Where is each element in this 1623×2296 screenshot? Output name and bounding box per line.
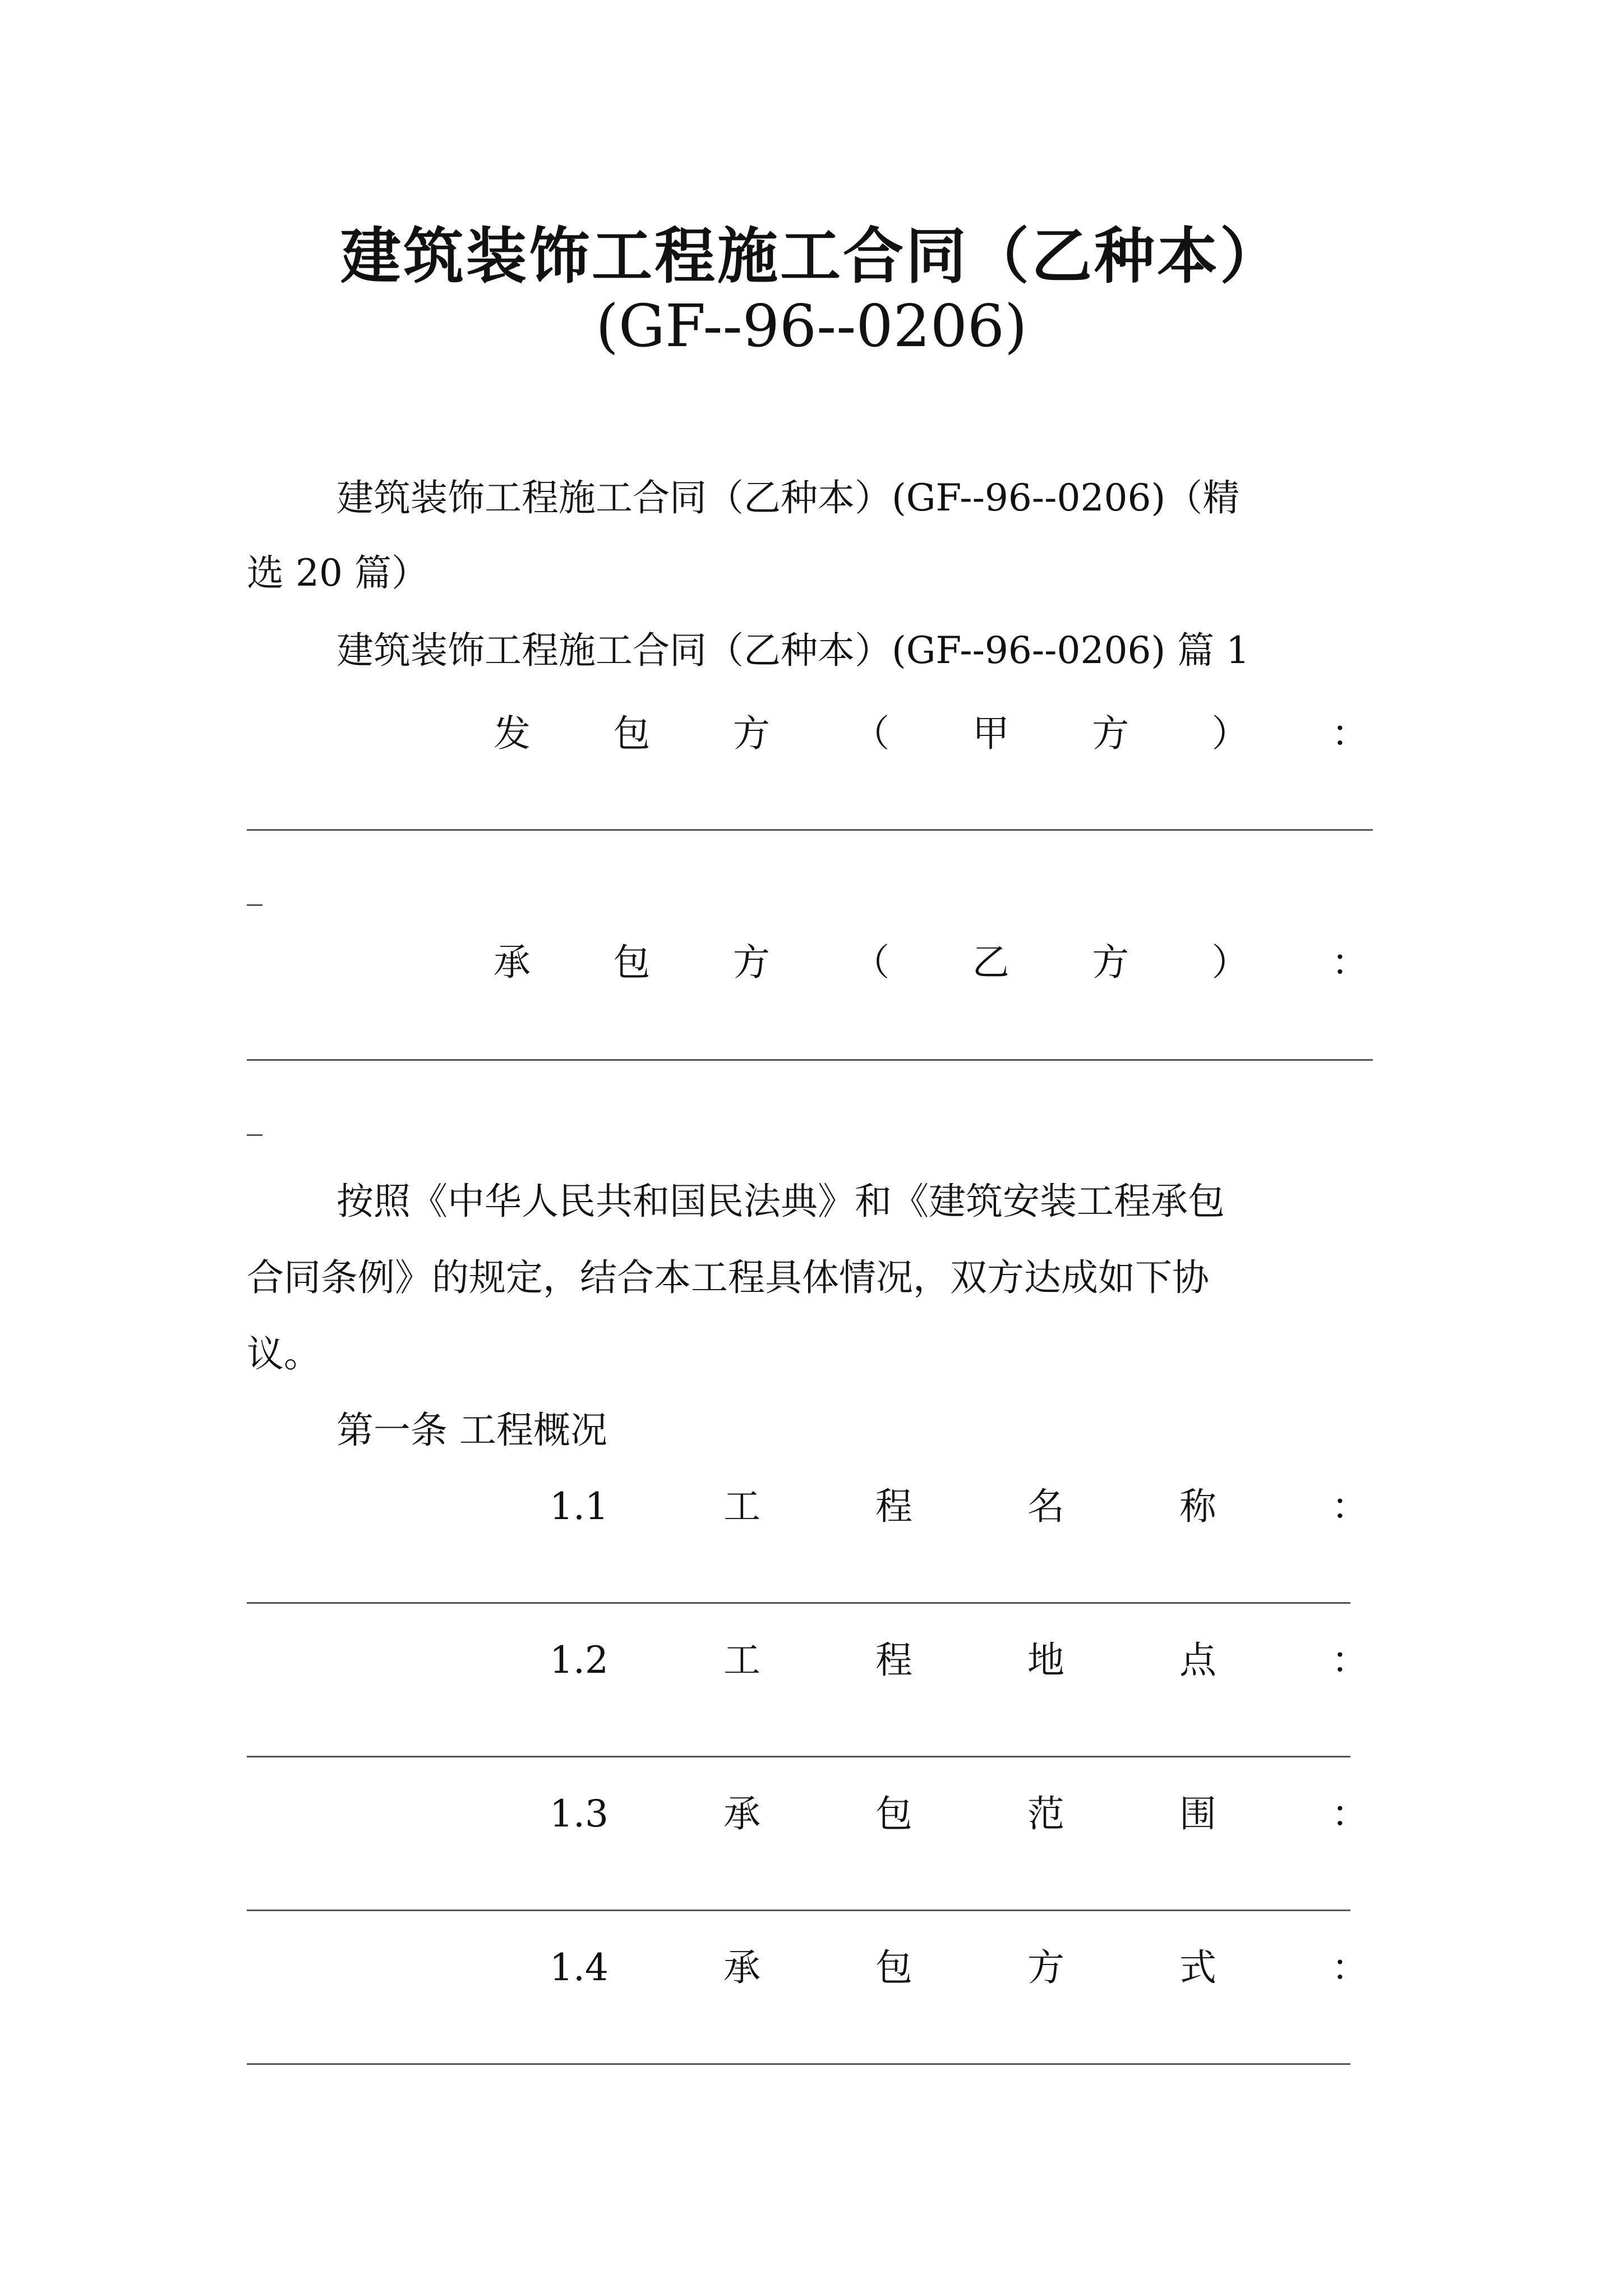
party-b-char: 方	[732, 941, 770, 984]
item-1-2-fill-line[interactable]	[247, 1756, 1350, 1757]
item-number: 1.1	[550, 1485, 608, 1528]
item-char: 承	[723, 1946, 760, 1989]
party-a-label	[494, 706, 1368, 762]
party-a-char: 方	[732, 712, 770, 755]
item-char: 围	[1179, 1792, 1216, 1835]
agreement-line-1: 按照《中华人民共和国民法典》和《建筑安装工程承包	[336, 1180, 1225, 1223]
party-b-char: 方	[1092, 941, 1129, 984]
party-a-char: 发	[494, 712, 531, 755]
item-1-3-label	[550, 1786, 1368, 1842]
document-code: (GF--96--0206)	[596, 292, 1027, 360]
item-char: 名	[1027, 1485, 1064, 1528]
item-char: ：	[1331, 1485, 1368, 1528]
item-char: 范	[1027, 1792, 1064, 1835]
item-char: 承	[723, 1792, 760, 1835]
party-a-char: 甲	[972, 712, 1009, 755]
item-char: 方	[1027, 1946, 1064, 1989]
party-b-char: 包	[613, 941, 651, 984]
item-char: ：	[1331, 1639, 1368, 1682]
intro-line-1: 建筑装饰工程施工合同（乙种本）(GF--96--0206)（精	[336, 476, 1240, 519]
item-char: 包	[875, 1946, 912, 1989]
item-number: 1.3	[550, 1792, 608, 1835]
party-a-char: 包	[613, 712, 651, 755]
party-b-char: 承	[494, 941, 531, 984]
item-char: 点	[1179, 1639, 1216, 1682]
item-1-1-label	[550, 1479, 1368, 1535]
article-1-heading: 第一条 工程概况	[336, 1409, 607, 1452]
party-b-fill-line-tail	[247, 1134, 262, 1136]
item-char: 包	[875, 1792, 912, 1835]
item-1-1-fill-line[interactable]	[247, 1602, 1350, 1604]
party-b-label	[494, 935, 1368, 991]
party-b-char: （	[852, 941, 890, 984]
party-b-char: ：	[1331, 941, 1368, 984]
item-1-4-fill-line[interactable]	[247, 2063, 1350, 2065]
piece-title: 建筑装饰工程施工合同（乙种本）(GF--96--0206) 篇 1	[336, 629, 1250, 672]
intro-line-2: 选 20 篇）	[247, 551, 428, 595]
item-char: ：	[1331, 1946, 1368, 1989]
party-a-char: 方	[1092, 712, 1129, 755]
item-char: 地	[1027, 1639, 1064, 1682]
party-a-char: （	[852, 712, 890, 755]
item-1-2-label	[550, 1632, 1368, 1688]
item-number: 1.4	[550, 1946, 608, 1989]
item-char: 工	[723, 1639, 760, 1682]
item-1-3-fill-line[interactable]	[247, 1910, 1350, 1911]
party-a-char: ）	[1211, 712, 1249, 755]
party-a-fill-line[interactable]	[247, 829, 1373, 831]
item-char: 称	[1179, 1485, 1216, 1528]
agreement-line-3: 议。	[247, 1332, 321, 1375]
party-b-char: 乙	[972, 941, 1009, 984]
item-char: 程	[875, 1639, 912, 1682]
document-title: 建筑装饰工程施工合同（乙种本）	[340, 221, 1283, 292]
item-char: 程	[875, 1485, 912, 1528]
party-a-fill-line-tail	[247, 904, 262, 906]
item-number: 1.2	[550, 1639, 608, 1682]
party-b-fill-line[interactable]	[247, 1059, 1373, 1061]
party-b-char: ）	[1211, 941, 1249, 984]
item-char: ：	[1331, 1792, 1368, 1835]
item-char: 式	[1179, 1946, 1216, 1989]
item-char: 工	[723, 1485, 760, 1528]
item-1-4-label	[550, 1940, 1368, 1996]
party-a-char: ：	[1331, 712, 1368, 755]
agreement-line-2: 合同条例》的规定，结合本工程具体情况，双方达成如下协	[247, 1256, 1209, 1299]
